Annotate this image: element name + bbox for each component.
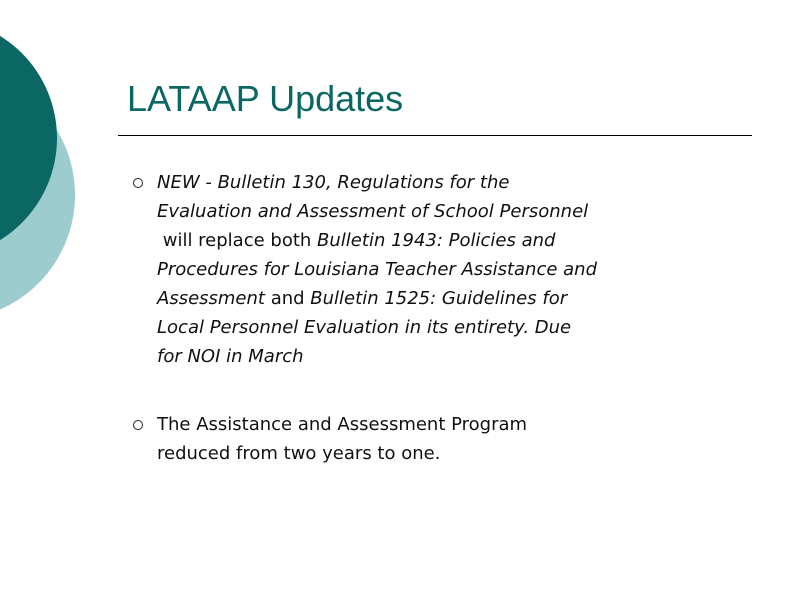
- bullet-circle-icon: [133, 420, 143, 430]
- text-segment: and: [264, 288, 311, 309]
- text-segment: Procedures for Louisiana Teacher Assistance and: [157, 259, 598, 280]
- text-segment: will replace both: [157, 230, 318, 251]
- text-segment: Bulletin 1525: Guidelines for: [310, 288, 568, 309]
- bullet-line: [157, 313, 767, 342]
- bullet-text-2: [157, 410, 767, 468]
- bullet-line: [157, 255, 767, 284]
- text-segment: Bulletin 1943: Policies and: [317, 230, 556, 251]
- bullet-line: [157, 284, 767, 313]
- bullet-circle-icon: [133, 178, 143, 188]
- text-segment: Assessment: [157, 288, 265, 309]
- bullet-line: [157, 439, 767, 468]
- text-segment: for NOI in March: [157, 346, 304, 367]
- bullet-line: [157, 342, 767, 371]
- text-segment: Evaluation and Assessment of School Personnel: [157, 201, 589, 222]
- bullet-line: [157, 226, 767, 255]
- decorative-circles: [0, 0, 80, 330]
- text-segment: Local Personnel Evaluation in its entirety. Due: [157, 317, 572, 338]
- bullet-line: [157, 410, 767, 439]
- text-segment: The Assistance and Assessment Program: [157, 414, 528, 435]
- bullet-text-1: [157, 168, 767, 371]
- text-segment: reduced from two years to one.: [157, 443, 441, 464]
- bullet-line: [157, 197, 767, 226]
- bullet-line: [157, 168, 767, 197]
- text-segment: NEW - Bulletin 130, Regulations for the: [157, 172, 510, 193]
- slide-title: LATAAP Updates: [127, 78, 404, 119]
- title-divider: [118, 135, 752, 136]
